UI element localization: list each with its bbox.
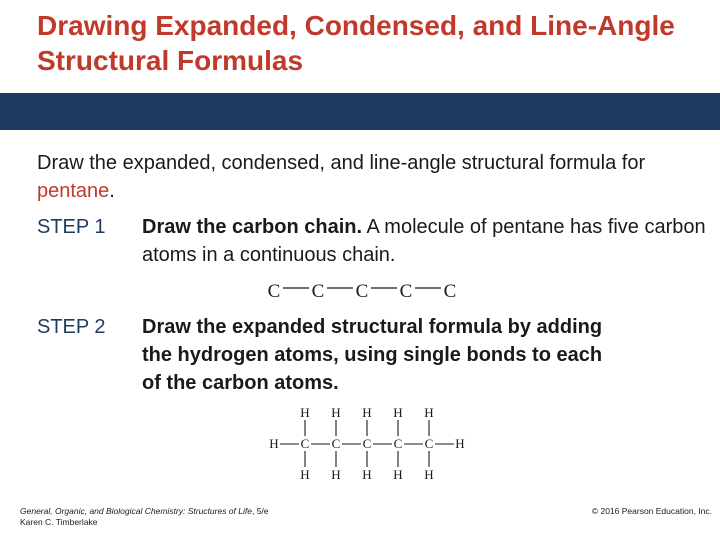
hydrogen-atom: H	[393, 405, 403, 420]
footer-book-line	[20, 506, 269, 517]
footer-citation	[20, 506, 269, 528]
hydrogen-atom: H	[393, 467, 403, 482]
hydrogen-atom: H	[331, 467, 341, 482]
intro-prefix: Draw the expanded, condensed, and line-angle structural formula for	[37, 152, 646, 174]
step-2-label: STEP 2	[37, 316, 106, 338]
hydrogen-atom: H	[362, 467, 372, 482]
footer-copyright: © 2016 Pearson Education, Inc.	[591, 506, 712, 516]
footer-book-title: General, Organic, and Biological Chemistry: Structures of Life	[20, 506, 252, 516]
hydrogen-atom: H	[424, 405, 434, 420]
chain-carbon-atom: C	[311, 281, 325, 302]
carbon-chain-formula	[262, 276, 462, 306]
slide-title: Drawing Expanded, Condensed, and Line-Angle Structural Formulas	[37, 10, 675, 76]
step-2-text: Draw the expanded structural formula by adding the hydrogen atoms, using single bonds to each of the carbon atoms.	[142, 316, 603, 394]
step-1-heading: Draw the carbon chain.	[142, 216, 363, 238]
carbon-atom: C	[362, 436, 372, 451]
intro-suffix: .	[109, 180, 115, 202]
expanded-structural-formula	[262, 402, 465, 486]
hydrogen-atom: H	[269, 436, 279, 451]
header-banner	[0, 93, 720, 130]
chain-carbon-atom: C	[399, 281, 413, 302]
footer-author: Karen C. Timberlake	[20, 517, 98, 527]
intro-text	[37, 149, 697, 205]
step-1-text: A molecule of pentane has five carbon atoms in a continuous chain.	[142, 216, 706, 266]
chain-carbon-atom: C	[355, 281, 369, 302]
hydrogen-atom: H	[300, 405, 310, 420]
hydrogen-atom: H	[424, 467, 434, 482]
carbon-atom: C	[393, 436, 403, 451]
hydrogen-atom: H	[362, 405, 372, 420]
footer-edition: , 5/e	[251, 506, 269, 516]
hydrogen-atom: H	[331, 405, 341, 420]
hydrogen-atom: H	[300, 467, 310, 482]
step-1	[37, 213, 707, 269]
step-1-body	[142, 213, 707, 269]
carbon-atom: C	[331, 436, 341, 451]
carbon-atom: C	[424, 436, 434, 451]
step-2	[37, 313, 707, 397]
chain-carbon-atom: C	[443, 281, 457, 302]
hydrogen-atom: H	[455, 436, 465, 451]
chain-carbon-atom: C	[267, 281, 281, 302]
intro-highlight-pentane: pentane	[37, 180, 110, 202]
step-1-label: STEP 1	[37, 216, 106, 238]
carbon-atom: C	[300, 436, 310, 451]
